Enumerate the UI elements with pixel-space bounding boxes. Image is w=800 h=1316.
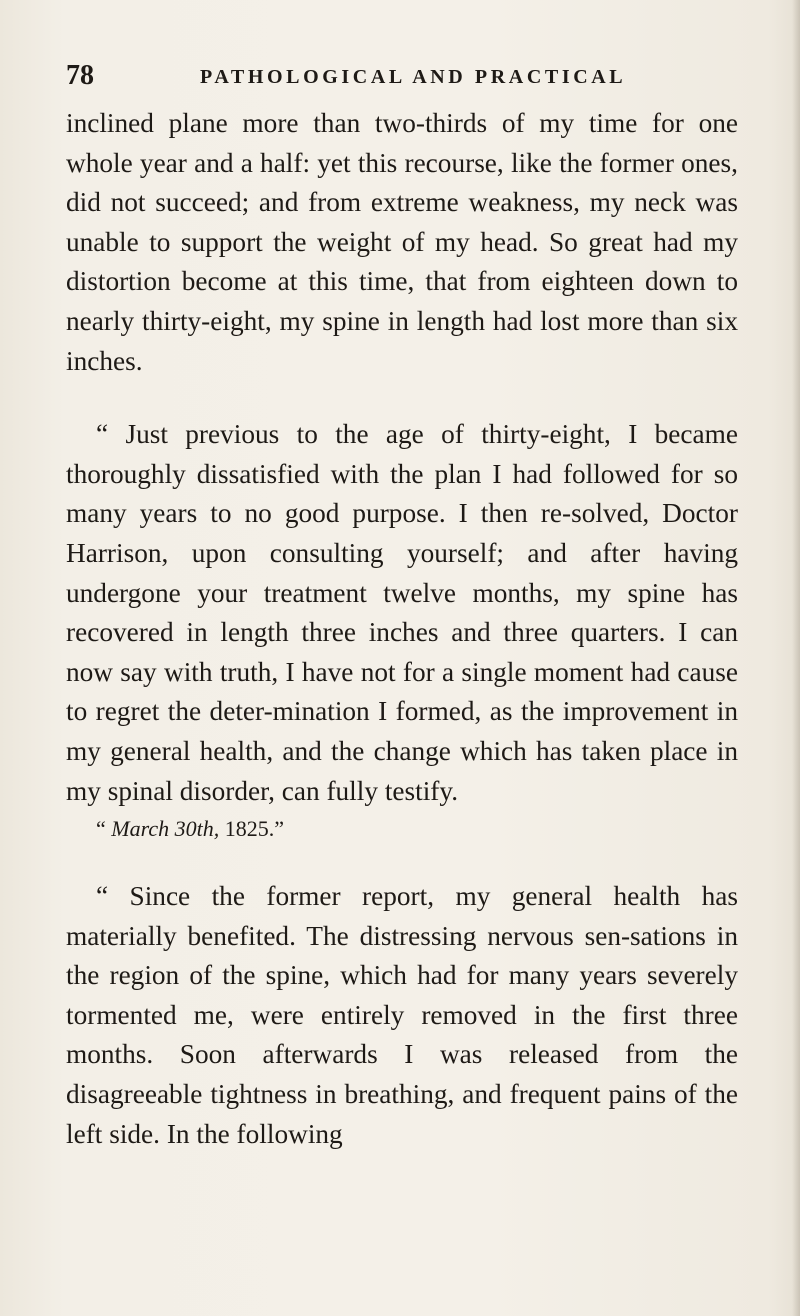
paragraph-1: inclined plane more than two-thirds of my time for one whole year and a half: yet this recourse, like the former ones, did not succeed; and from extreme weakness, my neck was unable to support the weight of my head. So great had my distortion become at this time, that from eighteen down to nearly thirty-eight, my spine in length had lost more than six inches.: [66, 108, 738, 376]
dateline: [66, 813, 738, 845]
running-head: PATHOLOGICAL AND PRACTICAL: [200, 66, 627, 88]
page-number: 78: [66, 60, 94, 91]
page-edge-shadow: [792, 0, 800, 1316]
dateline-year: 1825.”: [224, 816, 284, 842]
paragraph-2: “ Just previous to the age of thirty-eight, I became thoroughly dissatisfied with the plan I had followed for so many years to no good purpose. I then re-solved, Doctor Harrison, upon consulting yourself; and after having undergone your treatment twelve months, my spine has recovered in length three inches and three quarters. I can now say with truth, I have not for a single moment had cause to regret the deter-mination I formed, as the improvement in my general health, and the change which has taken place in my spinal disorder, can fully testify.: [66, 419, 738, 806]
dateline-date: March 30th,: [111, 816, 220, 842]
body-text: [66, 104, 738, 1154]
paragraph-3: “ Since the former report, my general health has materially benefited. The distressing nervous sen-sations in the region of the spine, which had for many years severely tormented me, were entirely removed in the first three months. Soon afterwards I was released from the disagreeable tightness in breathing, and frequent pains of the left side. In the following: [66, 881, 738, 1149]
dateline-open-quote: “: [96, 816, 106, 842]
page-header: [0, 56, 800, 96]
